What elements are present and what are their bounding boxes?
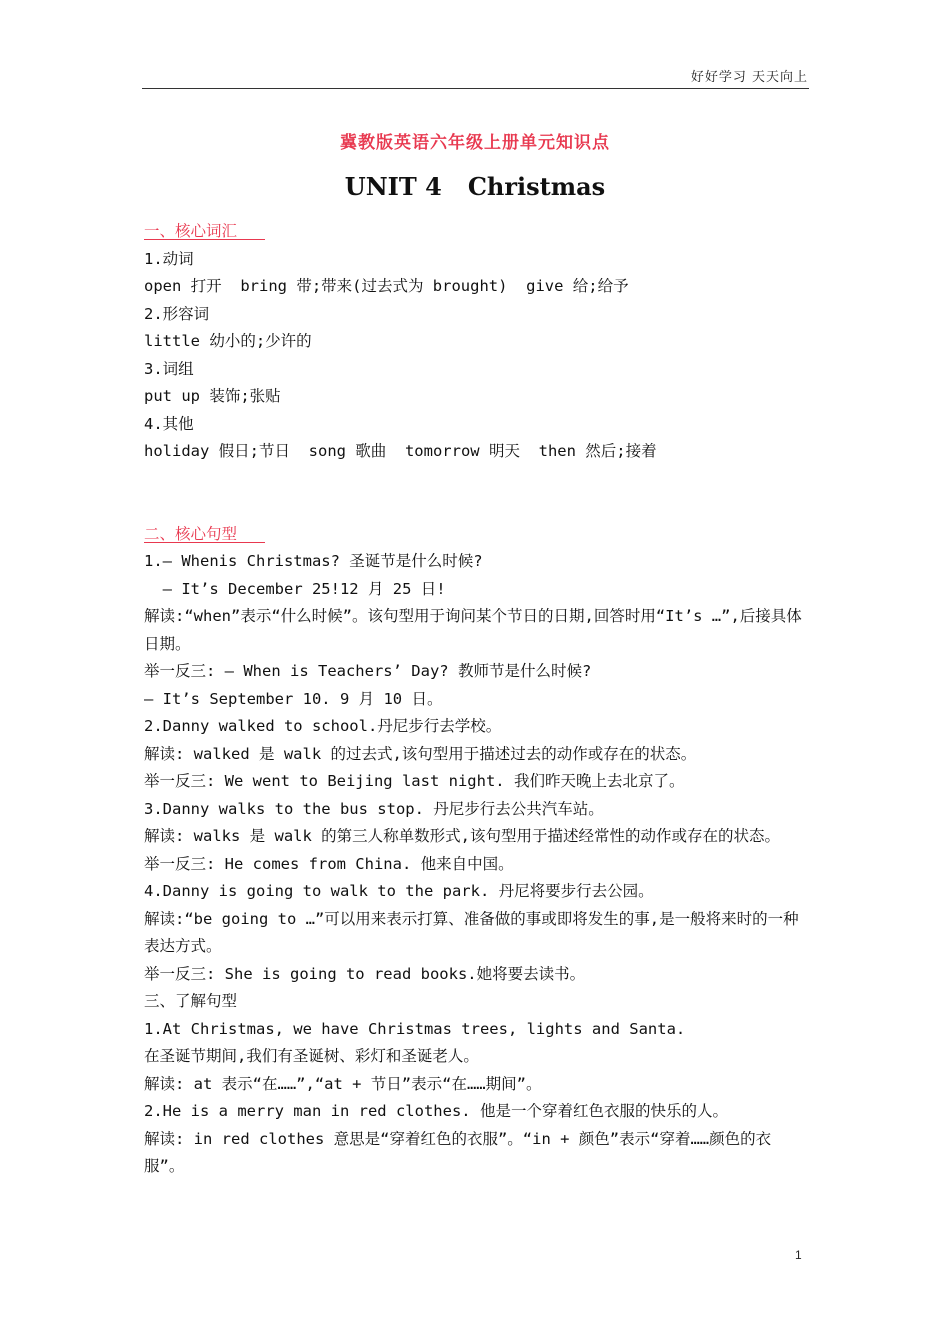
unit-label: UNIT 4: [344, 172, 442, 201]
vocab-line: 2.形容词: [144, 304, 210, 323]
sentence-line: 4.Danny is going to walk to the park. 丹尼将要步行去公园。: [144, 882, 654, 900]
understand-line: 2.He is a merry man in red clothes. 他是一个穿着红色衣服的快乐的人。: [144, 1102, 728, 1120]
sentence-line: 举一反三: She is going to read books.她将要去读书。: [144, 964, 586, 983]
vocab-line: 1.动词: [144, 249, 194, 268]
subject-title: 冀教版英语六年级上册单元知识点: [340, 133, 610, 153]
document-body: [144, 218, 808, 1181]
vocab-line: little 幼小的;少许的: [144, 332, 312, 350]
sentence-line: 举一反三: He comes from China. 他来自中国。: [144, 854, 514, 873]
sentence-line: 解读:“when”表示“什么时候”。该句型用于询问某个节日的日期,回答时用“It’s …”,后接具体日期。: [144, 607, 802, 653]
sentence-line: — It’s September 10. 9 月 10 日。: [144, 689, 443, 708]
sentence-line: — It’s December 25!12 月 25 日!: [144, 579, 446, 598]
vocab-heading: 一、核心词汇: [144, 222, 265, 240]
understand-line: 1.At Christmas, we have Christmas trees, lights and Santa.: [144, 1019, 686, 1038]
unit-title: [0, 172, 950, 201]
sentence-line: 1.— Whenis Christmas? 圣诞节是什么时候?: [144, 552, 483, 570]
sentence-line: 解读:“be going to …”可以用来表示打算、准备做的事或即将发生的事,是一般将来时的一种表达方式。: [144, 909, 799, 955]
sentence-line: 解读: walked 是 walk 的过去式,该句型用于描述过去的动作或存在的状态。: [144, 744, 697, 763]
sentence-line: 举一反三: — When is Teachers’ Day? 教师节是什么时候?: [144, 662, 592, 680]
understand-line: 在圣诞节期间,我们有圣诞树、彩灯和圣诞老人。: [144, 1047, 479, 1065]
vocab-line: 4.其他: [144, 414, 194, 433]
vocab-line: put up 装饰;张贴: [144, 387, 281, 405]
unit-name: Christmas: [467, 172, 606, 201]
understand-line: 解读: at 表示“在……”,“at + 节日”表示“在……期间”。: [144, 1074, 542, 1093]
section-spacer: [144, 466, 808, 521]
understand-line: 解读: in red clothes 意思是“穿着红色的衣服”。“in + 颜色”表示“穿着……颜色的衣服”。: [144, 1129, 772, 1175]
sentence-line: 解读: walks 是 walk 的第三人称单数形式,该句型用于描述经常性的动作或存在的状态。: [144, 827, 780, 845]
sentence-line: 举一反三: We went to Beijing last night. 我们昨天晚上去北京了。: [144, 772, 685, 790]
vocab-line: open 打开 bring 带;带来(过去式为 brought) give 给;给予: [144, 277, 629, 295]
sentence-heading: 二、核心句型: [144, 524, 265, 543]
vocab-line: 3.词组: [144, 359, 194, 378]
sentence-line: 2.Danny walked to school.丹尼步行去学校。: [144, 717, 502, 735]
page-header-motto: 好好学习 天天向上: [690, 70, 808, 85]
sentence-line: 3.Danny walks to the bus stop. 丹尼步行去公共汽车站。: [144, 799, 604, 818]
vocab-line: holiday 假日;节日 song 歌曲 tomorrow 明天 then 然后;接着: [144, 442, 657, 460]
understand-heading: 三、了解句型: [144, 992, 238, 1010]
header-divider: [142, 88, 809, 89]
page-number: 1: [795, 1248, 802, 1262]
